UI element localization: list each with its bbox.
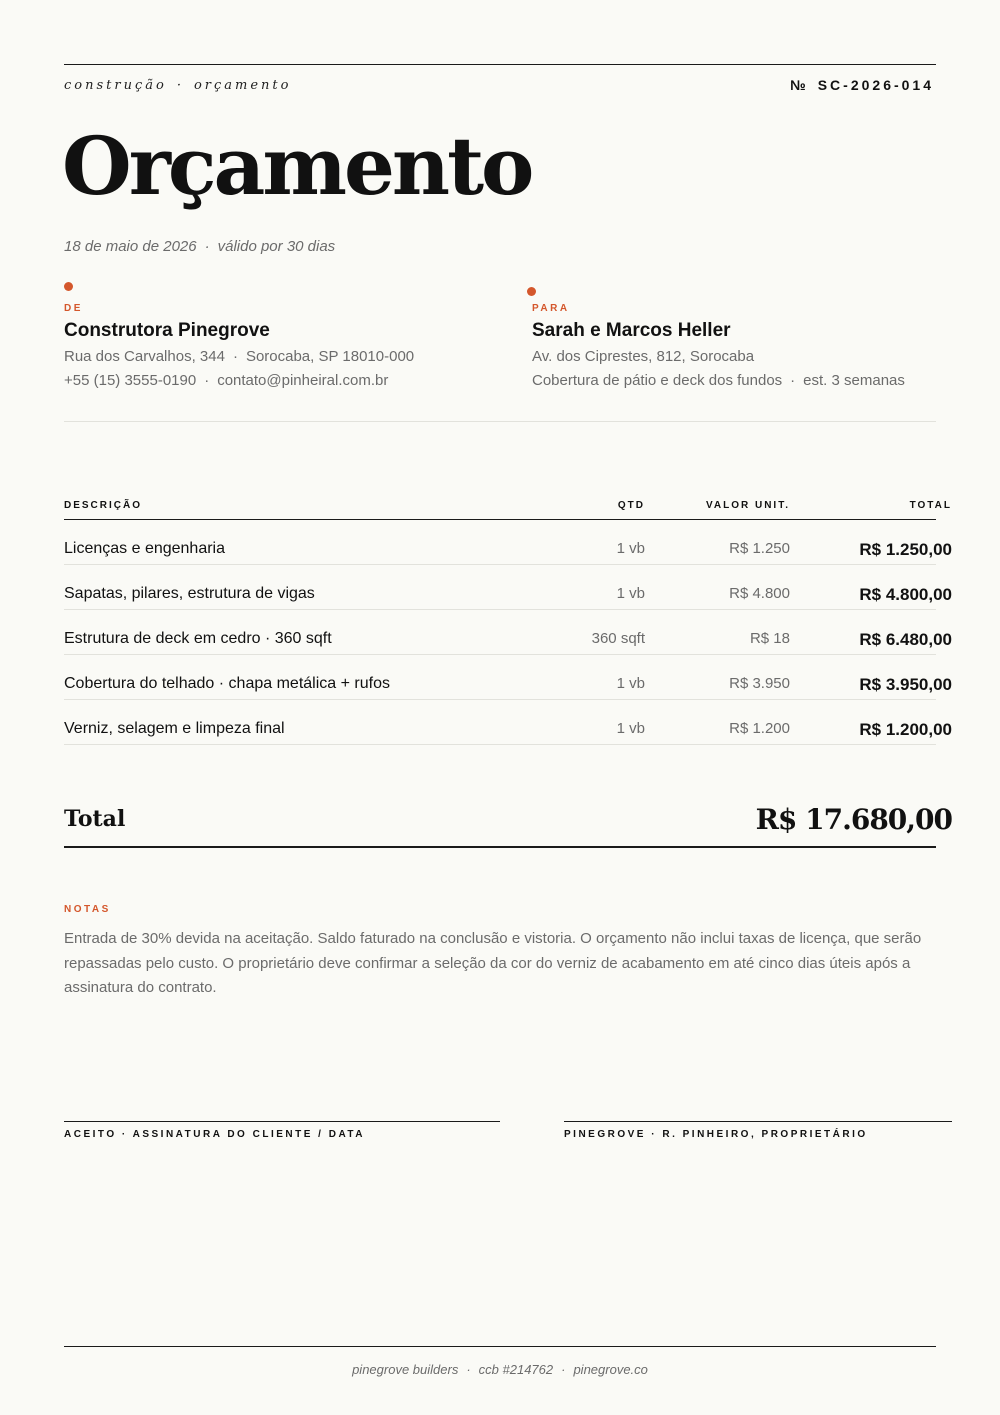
- date-line: [64, 238, 335, 255]
- from-city: Sorocaba, SP 18010-000: [245, 348, 415, 365]
- item-quantity: 360 sqft: [591, 630, 645, 647]
- firm-signature-line[interactable]: [564, 1121, 952, 1122]
- number-value: SC-2026-014: [817, 77, 934, 93]
- kicker-left: construção: [64, 78, 167, 93]
- notes-tag: NOTAS: [64, 904, 111, 915]
- client-signature-label: ACEITO · ASSINATURA DO CLIENTE / DATA: [64, 1129, 366, 1140]
- item-unit-price: R$ 1.250: [729, 540, 790, 557]
- item-unit-price: R$ 3.950: [729, 675, 790, 692]
- kicker-separator: ·: [176, 78, 184, 93]
- footer: [0, 1362, 1000, 1377]
- item-description: Estrutura de deck em cedro · 360 sqft: [64, 630, 332, 647]
- from-phone[interactable]: +55 (15) 3555-0190: [64, 372, 197, 389]
- item-unit-price: R$ 1.200: [729, 720, 790, 737]
- from-address: Rua dos Carvalhos, 344: [64, 348, 225, 365]
- item-quantity: 1 vb: [616, 675, 645, 692]
- client-signature-line[interactable]: [64, 1121, 500, 1122]
- from-separator: ·: [232, 348, 238, 365]
- item-total: R$ 1.200,00: [859, 720, 952, 739]
- number-symbol: №: [790, 77, 806, 93]
- item-total: R$ 1.250,00: [859, 540, 952, 559]
- to-project: Cobertura de pátio e deck dos fundos: [532, 372, 783, 389]
- item-total: R$ 4.800,00: [859, 585, 952, 604]
- footer-separator: ·: [561, 1362, 566, 1377]
- document-number: [790, 77, 934, 93]
- total-rule: [64, 846, 936, 848]
- table-row: [64, 565, 952, 610]
- footer-separator: ·: [466, 1362, 471, 1377]
- to-tag: PARA: [532, 303, 570, 314]
- from-bullet-icon: [64, 282, 73, 291]
- from-tag: DE: [64, 303, 83, 314]
- to-project-line: [532, 372, 947, 389]
- item-total: R$ 6.480,00: [859, 630, 952, 649]
- table-row: [64, 520, 952, 565]
- to-bullet-icon: [527, 287, 536, 296]
- date-separator: ·: [204, 238, 210, 255]
- to-name: Sarah e Marcos Heller: [532, 320, 731, 341]
- item-total: R$ 3.950,00: [859, 675, 952, 694]
- column-header-quantity: QTD: [617, 500, 645, 511]
- page-title: Orçamento: [62, 119, 532, 213]
- item-unit-price: R$ 4.800: [729, 585, 790, 602]
- firm-signature-label: PINEGROVE · R. PINHEIRO, PROPRIETÁRIO: [564, 1129, 868, 1140]
- from-contact-line: [64, 372, 484, 389]
- line-items: [64, 520, 952, 745]
- item-description: Sapatas, pilares, estrutura de vigas: [64, 585, 315, 602]
- footer-company: pinegrove builders: [352, 1362, 459, 1377]
- item-quantity: 1 vb: [616, 540, 645, 557]
- column-header-description: DESCRIÇÃO: [64, 500, 143, 511]
- from-email[interactable]: contato@pinheiral.com.br: [217, 372, 389, 389]
- item-description: Cobertura do telhado · chapa metálica + rufos: [64, 675, 390, 692]
- to-block: [527, 282, 947, 389]
- item-quantity: 1 vb: [616, 585, 645, 602]
- from-separator: ·: [204, 372, 210, 389]
- item-description: Licenças e engenharia: [64, 540, 226, 557]
- kicker: [64, 78, 292, 93]
- footer-site[interactable]: pinegrove.co: [573, 1362, 648, 1377]
- from-address-line: [64, 348, 484, 365]
- table-row: [64, 610, 952, 655]
- footer-license: ccb #214762: [478, 1362, 554, 1377]
- validity: válido por 30 dias: [217, 238, 336, 255]
- parties-divider: [64, 421, 936, 422]
- table-row: [64, 655, 952, 700]
- item-quantity: 1 vb: [616, 720, 645, 737]
- notes-text: Entrada de 30% devida na aceitação. Saldo faturado na conclusão e vistoria. O orçamento não inclui taxas de licença, que serão repassadas pelo custo. O proprietário deve confirmar a seleção da cor do verniz de acabamento em até cinco dias úteis após a assinatura do contrato.: [64, 930, 922, 996]
- to-separator: ·: [790, 372, 796, 389]
- from-name: Construtora Pinegrove: [64, 320, 270, 341]
- kicker-right: orçamento: [193, 78, 292, 93]
- to-duration: est. 3 semanas: [803, 372, 905, 389]
- total-label: Total: [64, 806, 126, 832]
- from-block: [64, 282, 484, 389]
- item-description: Verniz, selagem e limpeza final: [64, 720, 285, 737]
- table-row: [64, 700, 952, 745]
- to-address: Av. dos Ciprestes, 812, Sorocaba: [532, 348, 755, 365]
- column-header-total: TOTAL: [909, 500, 952, 511]
- issue-date: 18 de maio de 2026: [64, 238, 197, 255]
- total-value: R$ 17.680,00: [755, 803, 952, 836]
- footer-rule: [64, 1346, 936, 1347]
- column-header-unit-price: VALOR UNIT.: [705, 500, 790, 511]
- top-rule: [64, 64, 936, 65]
- item-unit-price: R$ 18: [749, 630, 790, 647]
